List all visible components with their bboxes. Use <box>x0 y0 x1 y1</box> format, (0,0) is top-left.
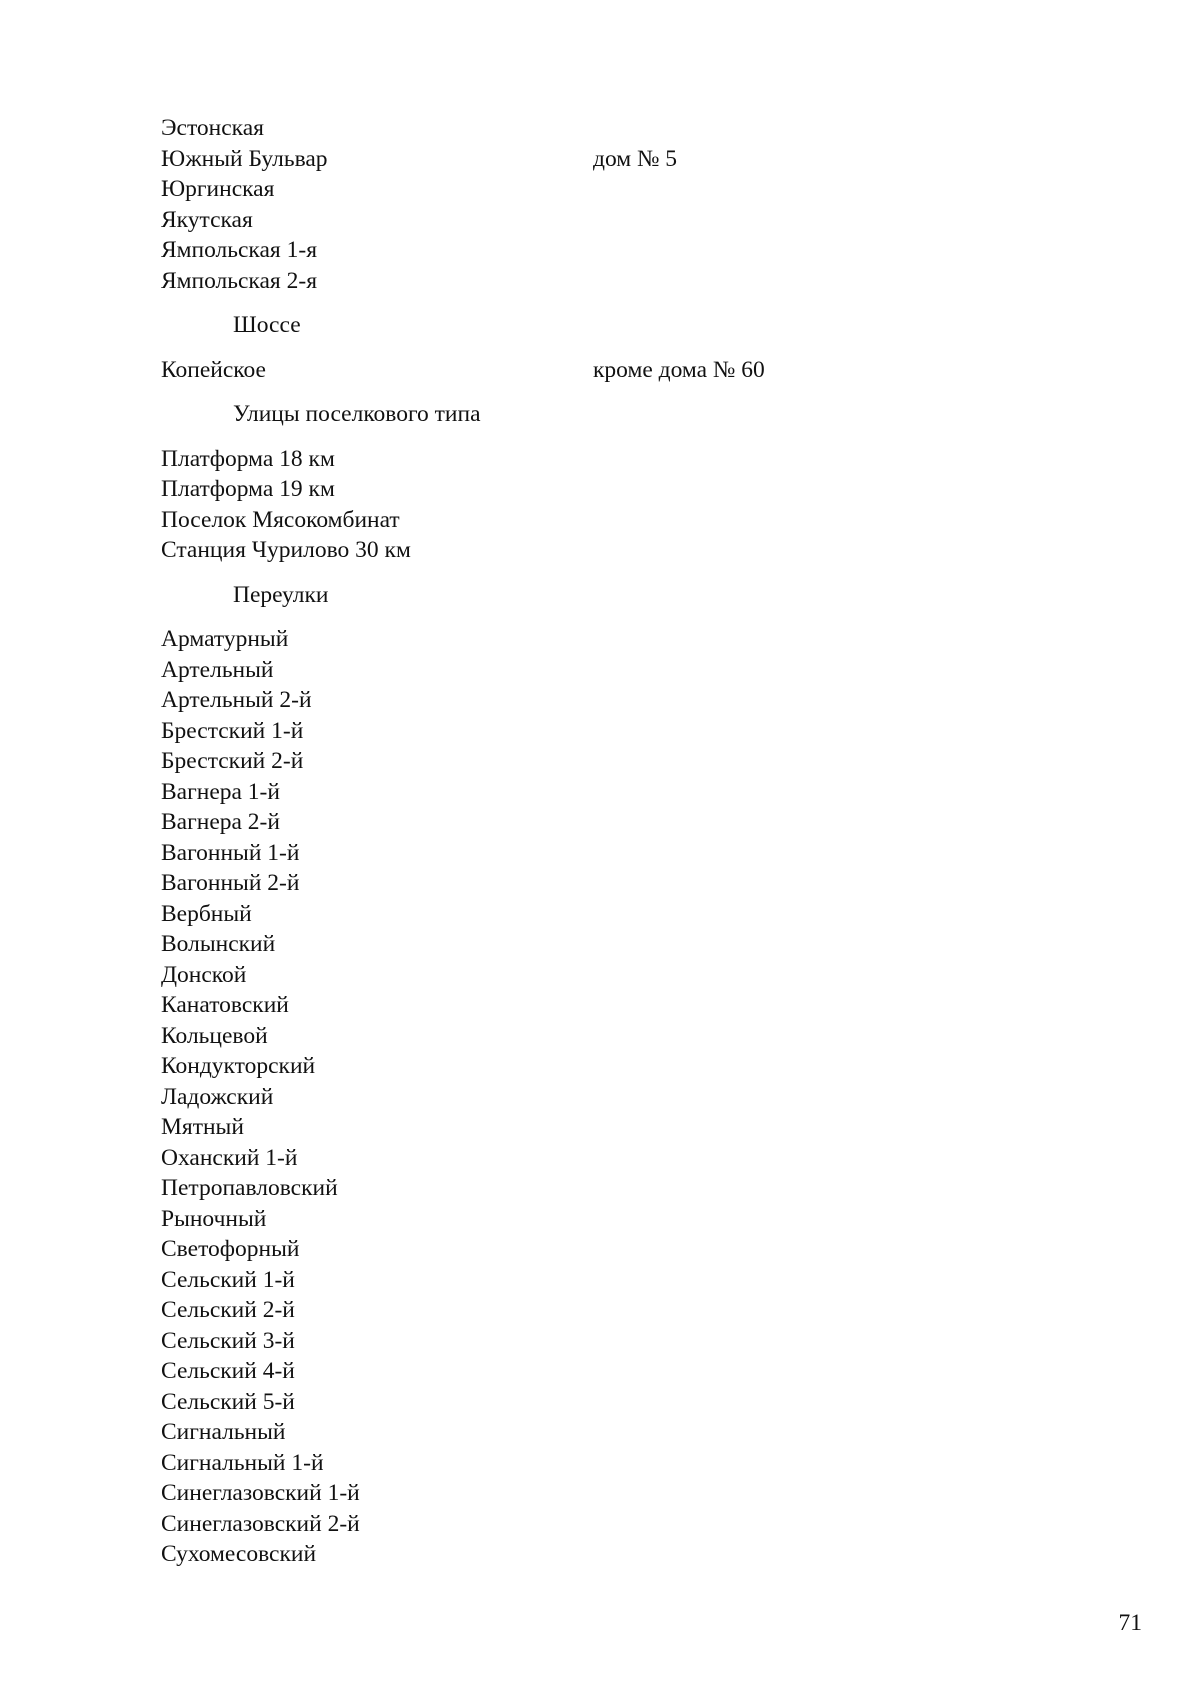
street-name: Донской <box>161 961 247 988</box>
list-item <box>161 205 1061 236</box>
street-name: Копейское <box>161 356 266 383</box>
list-item <box>161 1234 1061 1265</box>
list-item <box>161 113 1061 144</box>
list-item <box>161 1143 1061 1174</box>
street-name: Ямпольская 1-я <box>161 237 317 263</box>
list-item <box>161 1326 1061 1357</box>
street-name: Станция Чурилово 30 км <box>161 537 411 563</box>
list-item <box>161 1112 1061 1143</box>
section-heading: Улицы поселкового типа <box>233 401 481 427</box>
list-item <box>161 777 1061 808</box>
street-name: Поселок Мясокомбинат <box>161 506 400 533</box>
street-name: Эстонская <box>161 115 264 141</box>
list-item <box>161 1265 1061 1296</box>
list-item <box>161 716 1061 747</box>
list-item <box>161 444 1061 475</box>
list-item <box>161 1509 1061 1540</box>
list-item <box>161 474 1061 505</box>
list-item <box>161 807 1061 838</box>
list-item <box>161 505 1061 536</box>
list-item <box>161 624 1061 655</box>
list-item <box>161 1082 1061 1113</box>
street-name: Сельский 3-й <box>161 1327 295 1354</box>
street-name: Южный Бульвар <box>161 145 328 172</box>
list-item <box>161 929 1061 960</box>
list-item <box>161 960 1061 991</box>
street-note: дом № 5 <box>593 145 678 172</box>
list-item <box>161 355 1061 386</box>
street-name: Светофорный <box>161 1236 300 1262</box>
list-item <box>161 266 1061 297</box>
street-note: кроме дома № 60 <box>593 356 765 383</box>
street-name: Сигнальный <box>161 1419 286 1445</box>
list-item <box>161 868 1061 899</box>
street-name: Мятный <box>161 1114 244 1140</box>
list-item <box>161 1448 1061 1479</box>
street-name: Оханский 1-й <box>161 1144 298 1171</box>
street-name: Рыночный <box>161 1205 267 1232</box>
page-number: 71 <box>1118 1610 1142 1636</box>
list-item <box>161 1539 1061 1570</box>
street-name: Артельный 2-й <box>161 687 312 713</box>
street-name: Сельский 4-й <box>161 1358 295 1384</box>
list-item <box>161 1173 1061 1204</box>
street-name: Волынский <box>161 931 276 957</box>
list-item <box>161 655 1061 686</box>
street-name: Синеглазовский 2-й <box>161 1510 360 1537</box>
street-name: Сухомесовский <box>161 1541 317 1567</box>
street-name: Петропавловский <box>161 1175 338 1201</box>
street-name: Ладожский <box>161 1083 274 1110</box>
street-name: Сельский 2-й <box>161 1297 295 1323</box>
street-name: Артельный <box>161 656 274 683</box>
street-name: Вагонный 2-й <box>161 870 300 896</box>
list-item <box>161 1295 1061 1326</box>
street-name: Сигнальный 1-й <box>161 1449 324 1476</box>
list-item <box>161 174 1061 205</box>
list-item <box>161 990 1061 1021</box>
list-item <box>161 746 1061 777</box>
street-name: Кольцевой <box>161 1022 268 1049</box>
list-item <box>161 838 1061 869</box>
list-item <box>161 1204 1061 1235</box>
street-list <box>161 113 1061 1570</box>
street-name: Канатовский <box>161 992 289 1018</box>
street-name: Вагонный 1-й <box>161 839 300 866</box>
list-item <box>161 899 1061 930</box>
street-name: Сельский 1-й <box>161 1266 295 1293</box>
list-item <box>161 1356 1061 1387</box>
street-name: Синеглазовский 1-й <box>161 1480 360 1506</box>
street-name: Платформа 19 км <box>161 476 335 502</box>
street-name: Брестский 1-й <box>161 717 304 744</box>
street-name: Сельский 5-й <box>161 1388 295 1415</box>
list-item <box>161 535 1061 566</box>
list-item <box>161 685 1061 716</box>
street-name: Вербный <box>161 900 252 927</box>
street-name: Брестский 2-й <box>161 748 304 774</box>
section-heading: Шоссе <box>233 312 301 338</box>
street-name: Юргинская <box>161 176 275 202</box>
list-item <box>161 144 1061 175</box>
street-name: Вагнера 2-й <box>161 809 280 835</box>
list-item <box>161 1051 1061 1082</box>
street-name: Платформа 18 км <box>161 445 335 472</box>
list-item <box>161 1478 1061 1509</box>
section-heading: Переулки <box>233 581 329 608</box>
street-name: Кондукторский <box>161 1053 316 1079</box>
street-name: Якутская <box>161 206 253 233</box>
street-name: Ямпольская 2-я <box>161 267 317 294</box>
list-item <box>161 1387 1061 1418</box>
street-name: Вагнера 1-й <box>161 778 280 805</box>
list-item <box>161 1417 1061 1448</box>
street-name: Арматурный <box>161 626 289 652</box>
list-item <box>161 1021 1061 1052</box>
list-item <box>161 235 1061 266</box>
